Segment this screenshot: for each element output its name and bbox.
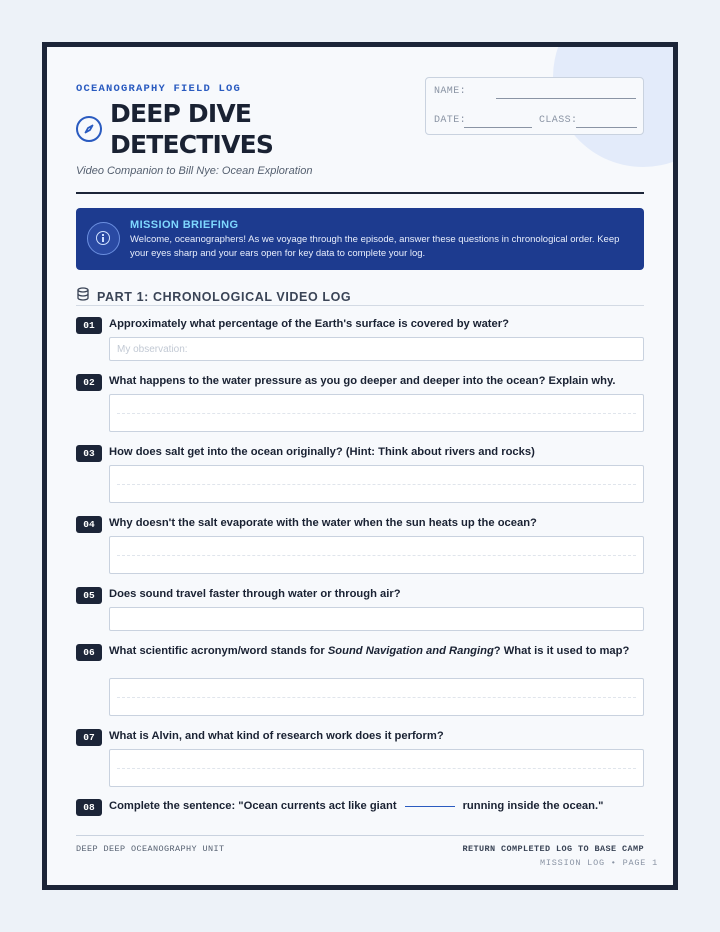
page-number: MISSION LOG • PAGE 1 (539, 858, 658, 868)
question-text: What happens to the water pressure as you go deeper and deeper into the ocean? Explain why. (109, 375, 616, 387)
question-text: How does salt get into the ocean originally? (Hint: Think about rivers and rocks) (109, 446, 535, 458)
part-divider (76, 305, 644, 306)
class-label: CLASS: (539, 115, 578, 126)
class-field[interactable] (576, 127, 637, 128)
subtitle: Video Companion to Bill Nye: Ocean Exploration (76, 165, 313, 177)
answer-input[interactable] (110, 338, 643, 360)
database-icon (76, 287, 90, 306)
question-text: Complete the sentence: "Ocean currents act like giant running inside the ocean." (109, 799, 644, 813)
answer-box[interactable] (109, 536, 644, 574)
question-text: Does sound travel faster through water or through air? (109, 588, 401, 600)
info-icon (87, 222, 120, 255)
answer-box[interactable] (109, 678, 644, 716)
footer-instruction: RETURN COMPLETED LOG TO BASE CAMP (462, 844, 644, 854)
question-text: Approximately what percentage of the Earth's surface is covered by water? (109, 318, 509, 330)
compass-icon (76, 116, 102, 142)
briefing-text: Welcome, oceanographers! As we voyage through the episode, answer these questions in chronological order. Keep your eyes sharp and your ears open for key data to complete your log. (130, 234, 620, 259)
part-heading (76, 287, 351, 306)
question-text: What is Alvin, and what kind of research work does it perform? (109, 730, 444, 742)
answer-box[interactable] (109, 394, 644, 432)
name-field[interactable] (496, 98, 636, 99)
date-field[interactable] (464, 127, 532, 128)
question-number: 06 (76, 644, 102, 661)
title-block (76, 98, 330, 160)
fill-in-blank[interactable] (405, 797, 455, 807)
question-number: 05 (76, 587, 102, 604)
answer-box[interactable] (109, 607, 644, 631)
question-text: What scientific acronym/word stands for Sound Navigation and Ranging? What is it used to map? (109, 645, 630, 657)
answer-box[interactable] (109, 465, 644, 503)
question-number: 02 (76, 374, 102, 391)
name-label: NAME: (434, 86, 467, 97)
question-text: Why doesn't the salt evaporate with the water when the sun heats up the ocean? (109, 517, 537, 529)
mission-briefing (76, 208, 644, 270)
question-number: 03 (76, 445, 102, 462)
briefing-title: MISSION BRIEFING (130, 219, 239, 231)
date-label: DATE: (434, 115, 467, 126)
part-title: PART 1: CHRONOLOGICAL VIDEO LOG (97, 289, 352, 304)
header-divider (76, 192, 644, 194)
answer-box[interactable] (109, 337, 644, 361)
question-number: 04 (76, 516, 102, 533)
answer-input[interactable] (110, 608, 643, 630)
question-number: 07 (76, 729, 102, 746)
page-title: DEEP DIVE DETECTIVES (110, 99, 274, 159)
footer-unit: DEEP DEEP OCEANOGRAPHY UNIT (76, 844, 225, 854)
eyebrow-label: OCEANOGRAPHY FIELD LOG (76, 83, 242, 95)
question-number: 08 (76, 799, 102, 816)
answer-box[interactable] (109, 749, 644, 787)
student-info-box (425, 77, 644, 135)
footer-divider (76, 835, 644, 836)
question-number: 01 (76, 317, 102, 334)
worksheet-page (42, 42, 678, 890)
